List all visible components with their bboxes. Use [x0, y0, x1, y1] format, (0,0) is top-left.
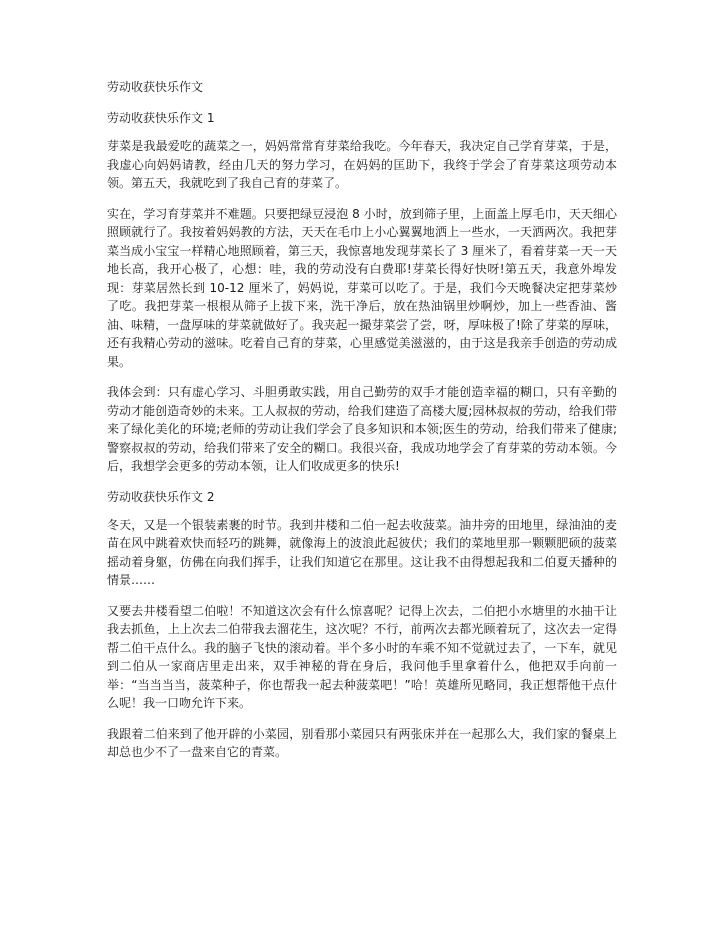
document-title: 劳动收获快乐作文: [107, 80, 204, 94]
paragraph: 实在，学习育芽菜并不难题。只要把绿豆浸泡 8 小时，放到筛子里，上面盖上厚毛巾，天天细心照顾就行了。我按着妈妈教的方法，天天在毛巾上小心翼翼地洒上一些水，一天洒两次。我把芽菜当成小宝宝一样精心地照顾着，第三天，我惊喜地发现芽菜长了 3 厘米了，看着芽菜一天一天地长高，我开心极了，心想：哇，我的劳动没有白费耶!芽菜长得好快呀!第五天，我意外埠发现：芽菜居然长到 10-12 厘米了，妈妈说，芽菜可以吃了。于是，我们今天晚餐决定把芽菜炒了吃。我把芽菜一根根从筛子上拔下来，洗干净后，放在热油锅里炒啊炒，加上一些香油、酱油、味精，一盘厚味的芽菜就做好了。我夹起一撮芽菜尝了尝，呀，厚味极了!除了芽菜的厚味，还有我精心劳动的滋味。吃着自己育的芽菜，心里感觉美滋滋的，由于这是我亲手创造的劳动成果。: [107, 206, 617, 369]
paragraph: 又要去井楼看望二伯啦！不知道这次会有什么惊喜呢？记得上次去，二伯把小水塘里的水抽干让我去抓鱼，上上次去二伯带我去溜花生，这次呢？不行，前两次去都光顾着玩了，这次去一定得帮二伯干点什么。我的脑子飞快的滚动着。半个多小时的车乘不知不觉就过去了，一下车，就见到二伯从一家商店里走出来，双手神秘的背在身后，我问他手里拿着什么，他把双手向前一举：“当当当当，菠菜种子，你也帮我一起去种菠菜吧！”哈！英雄所见略同，我正想帮他干点什么呢！我一口吻允许下来。: [107, 603, 617, 710]
paragraph: 冬天，又是一个银装素裹的时节。我到井楼和二伯一起去收菠菜。油井旁的田地里，绿油油的麦苗在风中跳着欢快而轻巧的跳舞，就像海上的波浪此起彼伏；我们的菜地里那一颗颗肥硕的菠菜摇动着身躯，仿佛在向我们挥手，让我们知道它在那里。这让我不由得想起我和二伯夏天播种的情景……: [107, 517, 617, 587]
paragraph: 我跟着二伯来到了他开辟的小菜园，别看那小菜园只有两张床并在一起那么大，我们家的餐桌上却总也少不了一盘来自它的青菜。: [107, 726, 617, 759]
paragraph: 芽菜是我最爱吃的蔬菜之一，妈妈常常育芽菜给我吃。今年春天，我决定自己学育芽菜，于是，我虚心向妈妈请教，经由几天的努力学习，在妈妈的匡助下，我终于学会了育芽菜这项劳动本领。第五天，我就吃到了我自己育的芽菜了。: [107, 139, 617, 190]
essay-section-1: [107, 109, 617, 476]
section-heading: 劳动收获快乐作文 1: [107, 111, 215, 125]
paragraph: 我体会到：只有虚心学习、斗胆勇敢实践，用自己勤劳的双手才能创造幸福的糊口，只有辛勤的劳动才能创造奇妙的未来。工人叔叔的劳动，给我们建造了高楼大厦;园林叔叔的劳动，给我们带来了绿化美化的环境;老师的劳动让我们学会了良多知识和本领;医生的劳动，给我们带来了健康;警察叔叔的劳动，给我们带来了安全的糊口。我很兴奋，我成功地学会了育芽菜的劳动本领。今后，我想学会更多的劳动本领，让人们收成更多的快乐!: [107, 385, 617, 473]
essay-section-2: [107, 488, 617, 762]
document-page: [107, 78, 617, 774]
section-heading: 劳动收获快乐作文 2: [107, 489, 215, 504]
